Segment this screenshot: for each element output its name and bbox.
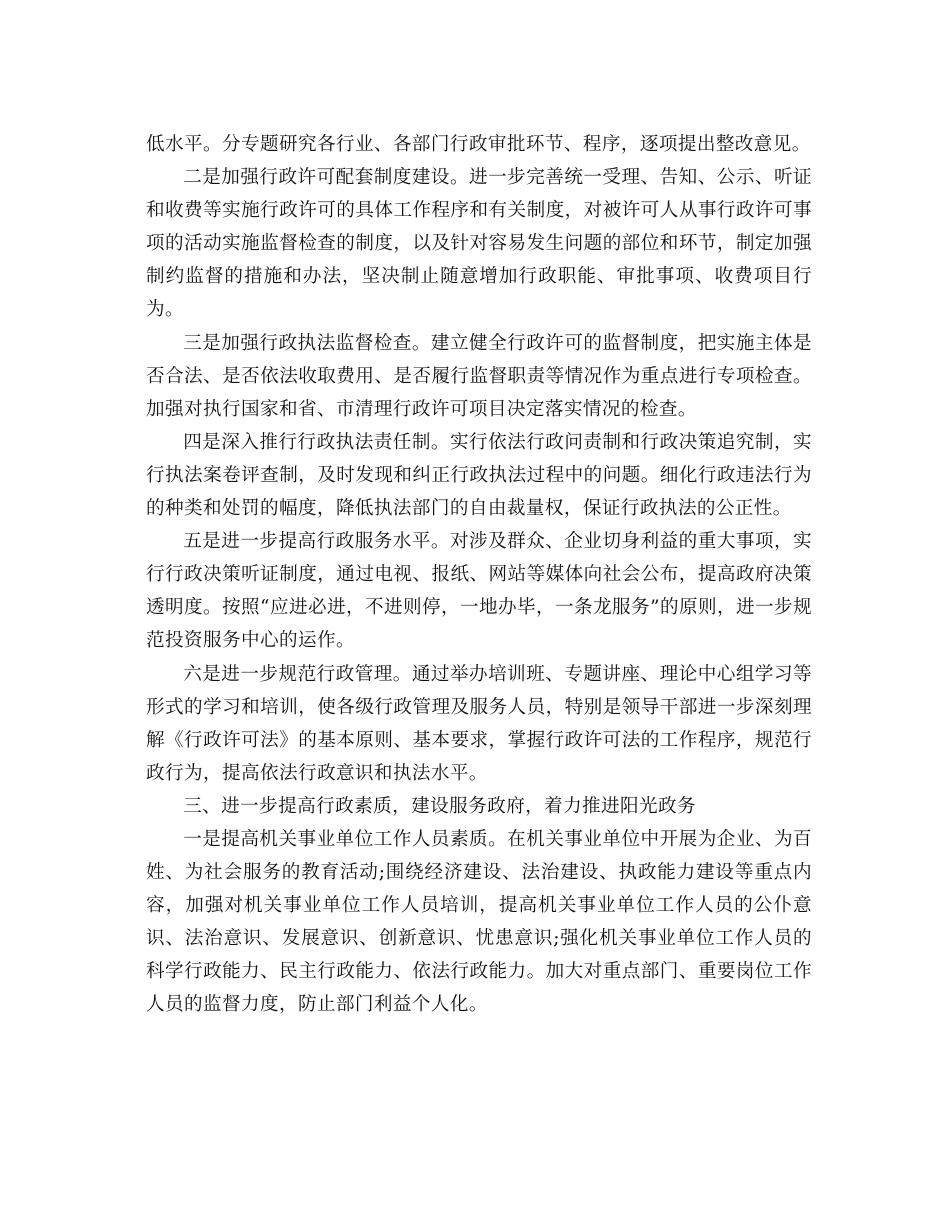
document-body — [146, 128, 812, 1022]
paragraph-staff-quality: 一是提高机关事业单位工作人员素质。在机关事业单位中开展为企业、为百姓、为社会服务的教育活动;围绕经济建设、法治建设、执政能力建设等重点内容，加强对机关事业单位工作人员培训，提高机关事业单位工作人员的公仆意识、法治意识、发展意识、创新意识、忧患意识;强化机关事业单位工作人员的科学行政能力、民主行政能力、依法行政能力。加大对重点部门、重要岗位工作人员的监督力度，防止部门利益个人化。 — [146, 828, 812, 1016]
paragraph-permit-system: 二是加强行政许可配套制度建设。进一步完善统一受理、告知、公示、听证和收费等实施行政许可的具体工作程序和有关制度，对被许可人从事行政许可事项的活动实施监督检查的制度，以及针对容易发生问题的部位和环节，制定加强制约监督的措施和办法，坚决制止随意增加行政职能、审批事项、收费项目行为。 — [146, 167, 812, 321]
paragraph-administration-management: 六是进一步规范行政管理。通过举办培训班、专题讲座、理论中心组学习等形式的学习和培训，使各级行政管理及服务人员，特别是领导干部进一步深刻理解《行政许可法》的基本原则、基本要求，掌握行政许可法的工作程序，规范行政行为，提高依法行政意识和执法水平。 — [146, 663, 812, 784]
paragraph-service-level: 五是进一步提高行政服务水平。对涉及群众、企业切身利益的重大事项，实行行政决策听证制度，通过电视、报纸、网站等媒体向社会公布，提高政府决策透明度。按照“应进必进，不进则停，一地办毕，一条龙服务”的原则，进一步规范投资服务中心的运作。 — [146, 531, 812, 652]
paragraph-enforcement-supervision: 三是加强行政执法监督检查。建立健全行政许可的监督制度，把实施主体是否合法、是否依法收取费用、是否履行监督职责等情况作为重点进行专项检查。加强对执行国家和省、市清理行政许可项目决定落实情况的检查。 — [146, 332, 812, 420]
section-heading: 三、进一步提高行政素质，建设服务政府，着力推进阳光政务 — [183, 795, 697, 817]
paragraph-enforcement-responsibility: 四是深入推行行政执法责任制。实行依法行政问责制和行政决策追究制，实行执法案卷评查制，及时发现和纠正行政执法过程中的问题。细化行政违法行为的种类和处罚的幅度，降低执法部门的自由裁量权，保证行政执法的公正性。 — [146, 431, 812, 520]
paragraph-continuation: 低水平。分专题研究各行业、各部门行政审批环节、程序，逐项提出整改意见。 — [146, 134, 811, 155]
